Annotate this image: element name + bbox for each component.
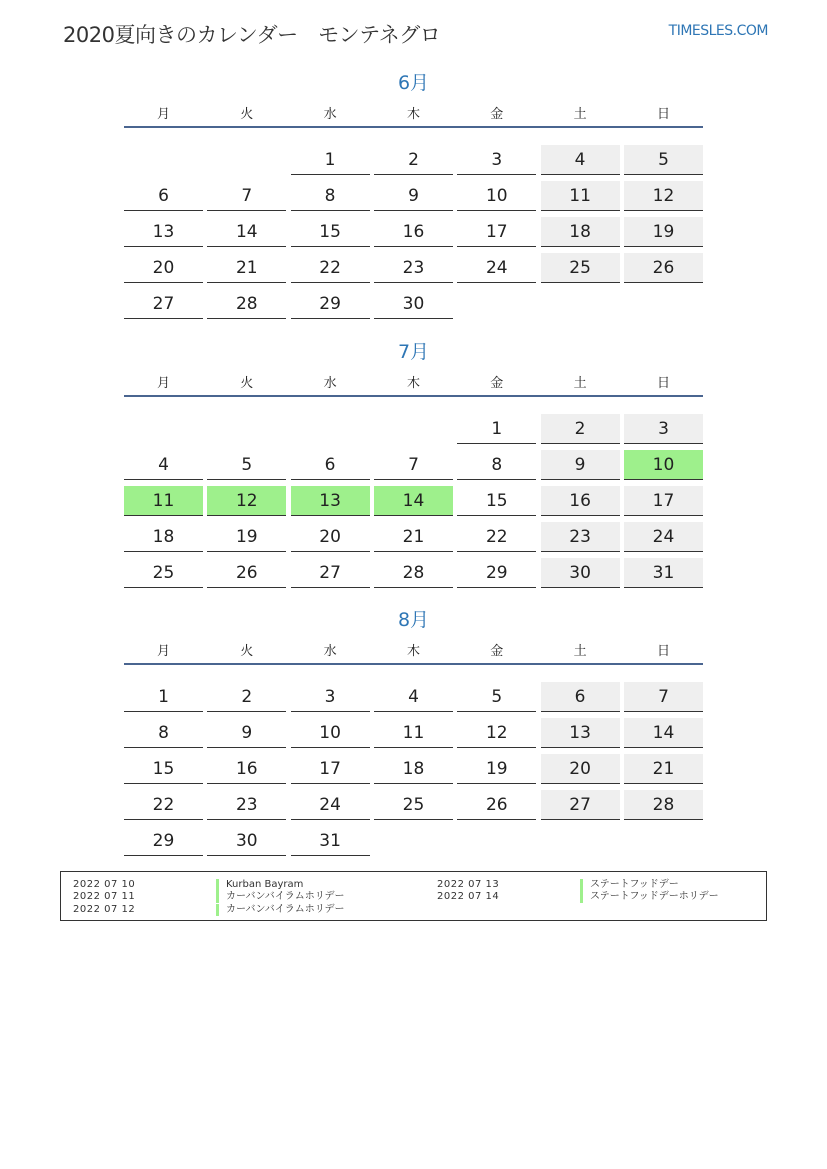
weekday-label: 金 xyxy=(490,644,504,659)
day-cell[interactable]: 19 xyxy=(624,217,703,247)
day-cell[interactable]: 12 xyxy=(457,718,536,748)
weekday-label: 月 xyxy=(156,376,170,391)
day-cell[interactable]: 11 xyxy=(541,181,620,211)
day-cell[interactable]: 16 xyxy=(207,754,286,784)
day-cell[interactable]: 30 xyxy=(374,289,453,319)
holiday-marker xyxy=(580,891,583,903)
day-cell[interactable]: 30 xyxy=(207,826,286,856)
day-cell[interactable]: 28 xyxy=(374,558,453,588)
day-cell[interactable]: 15 xyxy=(457,486,536,516)
day-cell[interactable]: 1 xyxy=(124,682,203,712)
day-cell[interactable]: 20 xyxy=(291,522,370,552)
day-cell[interactable]: 17 xyxy=(291,754,370,784)
day-cell[interactable]: 15 xyxy=(124,754,203,784)
day-cell[interactable]: 18 xyxy=(541,217,620,247)
weekday-label: 木 xyxy=(406,644,420,659)
month-title: 7月 xyxy=(397,341,430,363)
day-cell[interactable]: 4 xyxy=(374,682,453,712)
month-title: 8月 xyxy=(397,609,430,631)
day-cell[interactable]: 31 xyxy=(624,558,703,588)
legend-name: ステートフッドデーホリデー xyxy=(590,891,719,902)
day-cell[interactable]: 24 xyxy=(291,790,370,820)
day-cell[interactable]: 21 xyxy=(207,253,286,283)
day-cell[interactable]: 26 xyxy=(207,558,286,588)
day-cell[interactable]: 23 xyxy=(541,522,620,552)
weekday-header xyxy=(124,375,703,395)
day-cell[interactable]: 12 xyxy=(207,486,286,516)
day-cell[interactable]: 6 xyxy=(124,181,203,211)
holiday-marker xyxy=(216,879,219,891)
day-cell[interactable]: 23 xyxy=(374,253,453,283)
weekday-label: 金 xyxy=(490,376,504,391)
day-cell[interactable]: 14 xyxy=(374,486,453,516)
day-cell[interactable]: 8 xyxy=(291,181,370,211)
weekday-label: 土 xyxy=(573,107,587,122)
day-cell[interactable]: 18 xyxy=(124,522,203,552)
day-cell[interactable]: 1 xyxy=(457,414,536,444)
weekday-label: 日 xyxy=(656,376,670,391)
day-cell[interactable]: 28 xyxy=(624,790,703,820)
day-cell[interactable]: 22 xyxy=(457,522,536,552)
legend-date: 2022 07 11 xyxy=(73,891,136,902)
day-cell[interactable]: 17 xyxy=(457,217,536,247)
day-cell[interactable]: 17 xyxy=(624,486,703,516)
day-cell[interactable]: 6 xyxy=(541,682,620,712)
day-cell[interactable]: 25 xyxy=(541,253,620,283)
day-cell[interactable]: 10 xyxy=(624,450,703,480)
weekday-label: 月 xyxy=(156,644,170,659)
day-cell[interactable]: 4 xyxy=(541,145,620,175)
day-cell[interactable]: 14 xyxy=(624,718,703,748)
day-cell[interactable]: 28 xyxy=(207,289,286,319)
page-title: 2020夏向きのカレンダー モンテネグロ xyxy=(63,23,441,47)
header-rule xyxy=(124,126,703,128)
day-cell[interactable]: 29 xyxy=(124,826,203,856)
day-cell[interactable]: 2 xyxy=(207,682,286,712)
day-cell[interactable]: 5 xyxy=(207,450,286,480)
legend-name: カーバンバイラムホリデー xyxy=(226,904,345,915)
day-cell[interactable]: 27 xyxy=(124,289,203,319)
legend-name: カーバンバイラムホリデー xyxy=(226,891,345,902)
weekday-label: 水 xyxy=(323,644,337,659)
weekday-label: 土 xyxy=(573,644,587,659)
month-7 xyxy=(124,341,703,591)
day-cell[interactable]: 29 xyxy=(291,289,370,319)
day-cell[interactable]: 10 xyxy=(291,718,370,748)
day-cell[interactable]: 31 xyxy=(291,826,370,856)
day-cell[interactable]: 5 xyxy=(624,145,703,175)
weekday-label: 金 xyxy=(490,107,504,122)
weekday-label: 火 xyxy=(240,107,254,122)
day-cell[interactable]: 11 xyxy=(124,486,203,516)
site-brand[interactable]: TIMESLES.COM xyxy=(668,23,768,39)
legend-name: ステートフッドデー xyxy=(590,879,679,890)
holiday-marker xyxy=(580,879,583,891)
holiday-marker xyxy=(216,891,219,903)
day-cell[interactable]: 13 xyxy=(541,718,620,748)
day-cell[interactable]: 9 xyxy=(541,450,620,480)
header-rule xyxy=(124,395,703,397)
weekday-label: 木 xyxy=(406,107,420,122)
holiday-legend xyxy=(60,871,767,921)
legend-name: Kurban Bayram xyxy=(226,879,304,890)
day-cell[interactable]: 30 xyxy=(541,558,620,588)
day-cell[interactable]: 22 xyxy=(291,253,370,283)
day-cell[interactable]: 2 xyxy=(541,414,620,444)
day-cell[interactable]: 15 xyxy=(291,217,370,247)
day-cell[interactable]: 7 xyxy=(374,450,453,480)
day-cell[interactable]: 9 xyxy=(207,718,286,748)
day-cell[interactable]: 20 xyxy=(541,754,620,784)
day-cell[interactable]: 9 xyxy=(374,181,453,211)
day-cell[interactable]: 26 xyxy=(624,253,703,283)
legend-item xyxy=(437,879,767,891)
weekday-header xyxy=(124,106,703,126)
weekday-label: 木 xyxy=(406,376,420,391)
day-cell[interactable]: 27 xyxy=(291,558,370,588)
day-cell[interactable]: 21 xyxy=(374,522,453,552)
day-cell[interactable]: 18 xyxy=(374,754,453,784)
legend-date: 2022 07 13 xyxy=(437,879,500,890)
day-cell[interactable]: 8 xyxy=(457,450,536,480)
header-rule xyxy=(124,663,703,665)
day-cell[interactable]: 20 xyxy=(124,253,203,283)
day-cell[interactable]: 1 xyxy=(291,145,370,175)
day-cell[interactable]: 29 xyxy=(457,558,536,588)
day-cell[interactable]: 3 xyxy=(624,414,703,444)
day-cell[interactable]: 11 xyxy=(374,718,453,748)
day-cell[interactable]: 14 xyxy=(207,217,286,247)
day-cell[interactable]: 23 xyxy=(207,790,286,820)
legend-date: 2022 07 14 xyxy=(437,891,500,902)
day-cell[interactable]: 10 xyxy=(457,181,536,211)
day-cell[interactable]: 16 xyxy=(374,217,453,247)
day-cell[interactable]: 7 xyxy=(207,181,286,211)
day-cell[interactable]: 2 xyxy=(374,145,453,175)
weekday-label: 日 xyxy=(656,644,670,659)
day-cell[interactable]: 25 xyxy=(124,558,203,588)
day-cell[interactable]: 19 xyxy=(457,754,536,784)
weekday-label: 日 xyxy=(656,107,670,122)
day-cell[interactable]: 27 xyxy=(541,790,620,820)
day-cell[interactable]: 25 xyxy=(374,790,453,820)
month-8 xyxy=(124,609,703,859)
weekday-label: 水 xyxy=(323,107,337,122)
day-cell[interactable]: 24 xyxy=(624,522,703,552)
day-cell[interactable]: 26 xyxy=(457,790,536,820)
legend-item xyxy=(73,904,403,916)
day-cell[interactable]: 13 xyxy=(124,217,203,247)
weekday-label: 火 xyxy=(240,376,254,391)
holiday-marker xyxy=(216,904,219,916)
day-cell[interactable]: 8 xyxy=(124,718,203,748)
weekday-header xyxy=(124,643,703,663)
weekday-label: 月 xyxy=(156,107,170,122)
weekday-label: 土 xyxy=(573,376,587,391)
legend-item xyxy=(437,891,767,903)
legend-item xyxy=(73,879,403,891)
day-cell[interactable]: 19 xyxy=(207,522,286,552)
day-cell[interactable]: 7 xyxy=(624,682,703,712)
month-6 xyxy=(124,72,703,322)
day-cell[interactable]: 3 xyxy=(291,682,370,712)
weekday-label: 火 xyxy=(240,644,254,659)
legend-item xyxy=(73,891,403,903)
day-cell[interactable]: 24 xyxy=(457,253,536,283)
weekday-label: 水 xyxy=(323,376,337,391)
day-cell[interactable]: 21 xyxy=(624,754,703,784)
day-cell[interactable]: 13 xyxy=(291,486,370,516)
day-cell[interactable]: 5 xyxy=(457,682,536,712)
day-cell[interactable]: 12 xyxy=(624,181,703,211)
legend-date: 2022 07 10 xyxy=(73,879,136,890)
day-cell[interactable]: 22 xyxy=(124,790,203,820)
day-cell[interactable]: 16 xyxy=(541,486,620,516)
legend-date: 2022 07 12 xyxy=(73,904,136,915)
day-cell[interactable]: 6 xyxy=(291,450,370,480)
day-cell[interactable]: 3 xyxy=(457,145,536,175)
day-cell[interactable]: 4 xyxy=(124,450,203,480)
month-title: 6月 xyxy=(397,72,430,94)
